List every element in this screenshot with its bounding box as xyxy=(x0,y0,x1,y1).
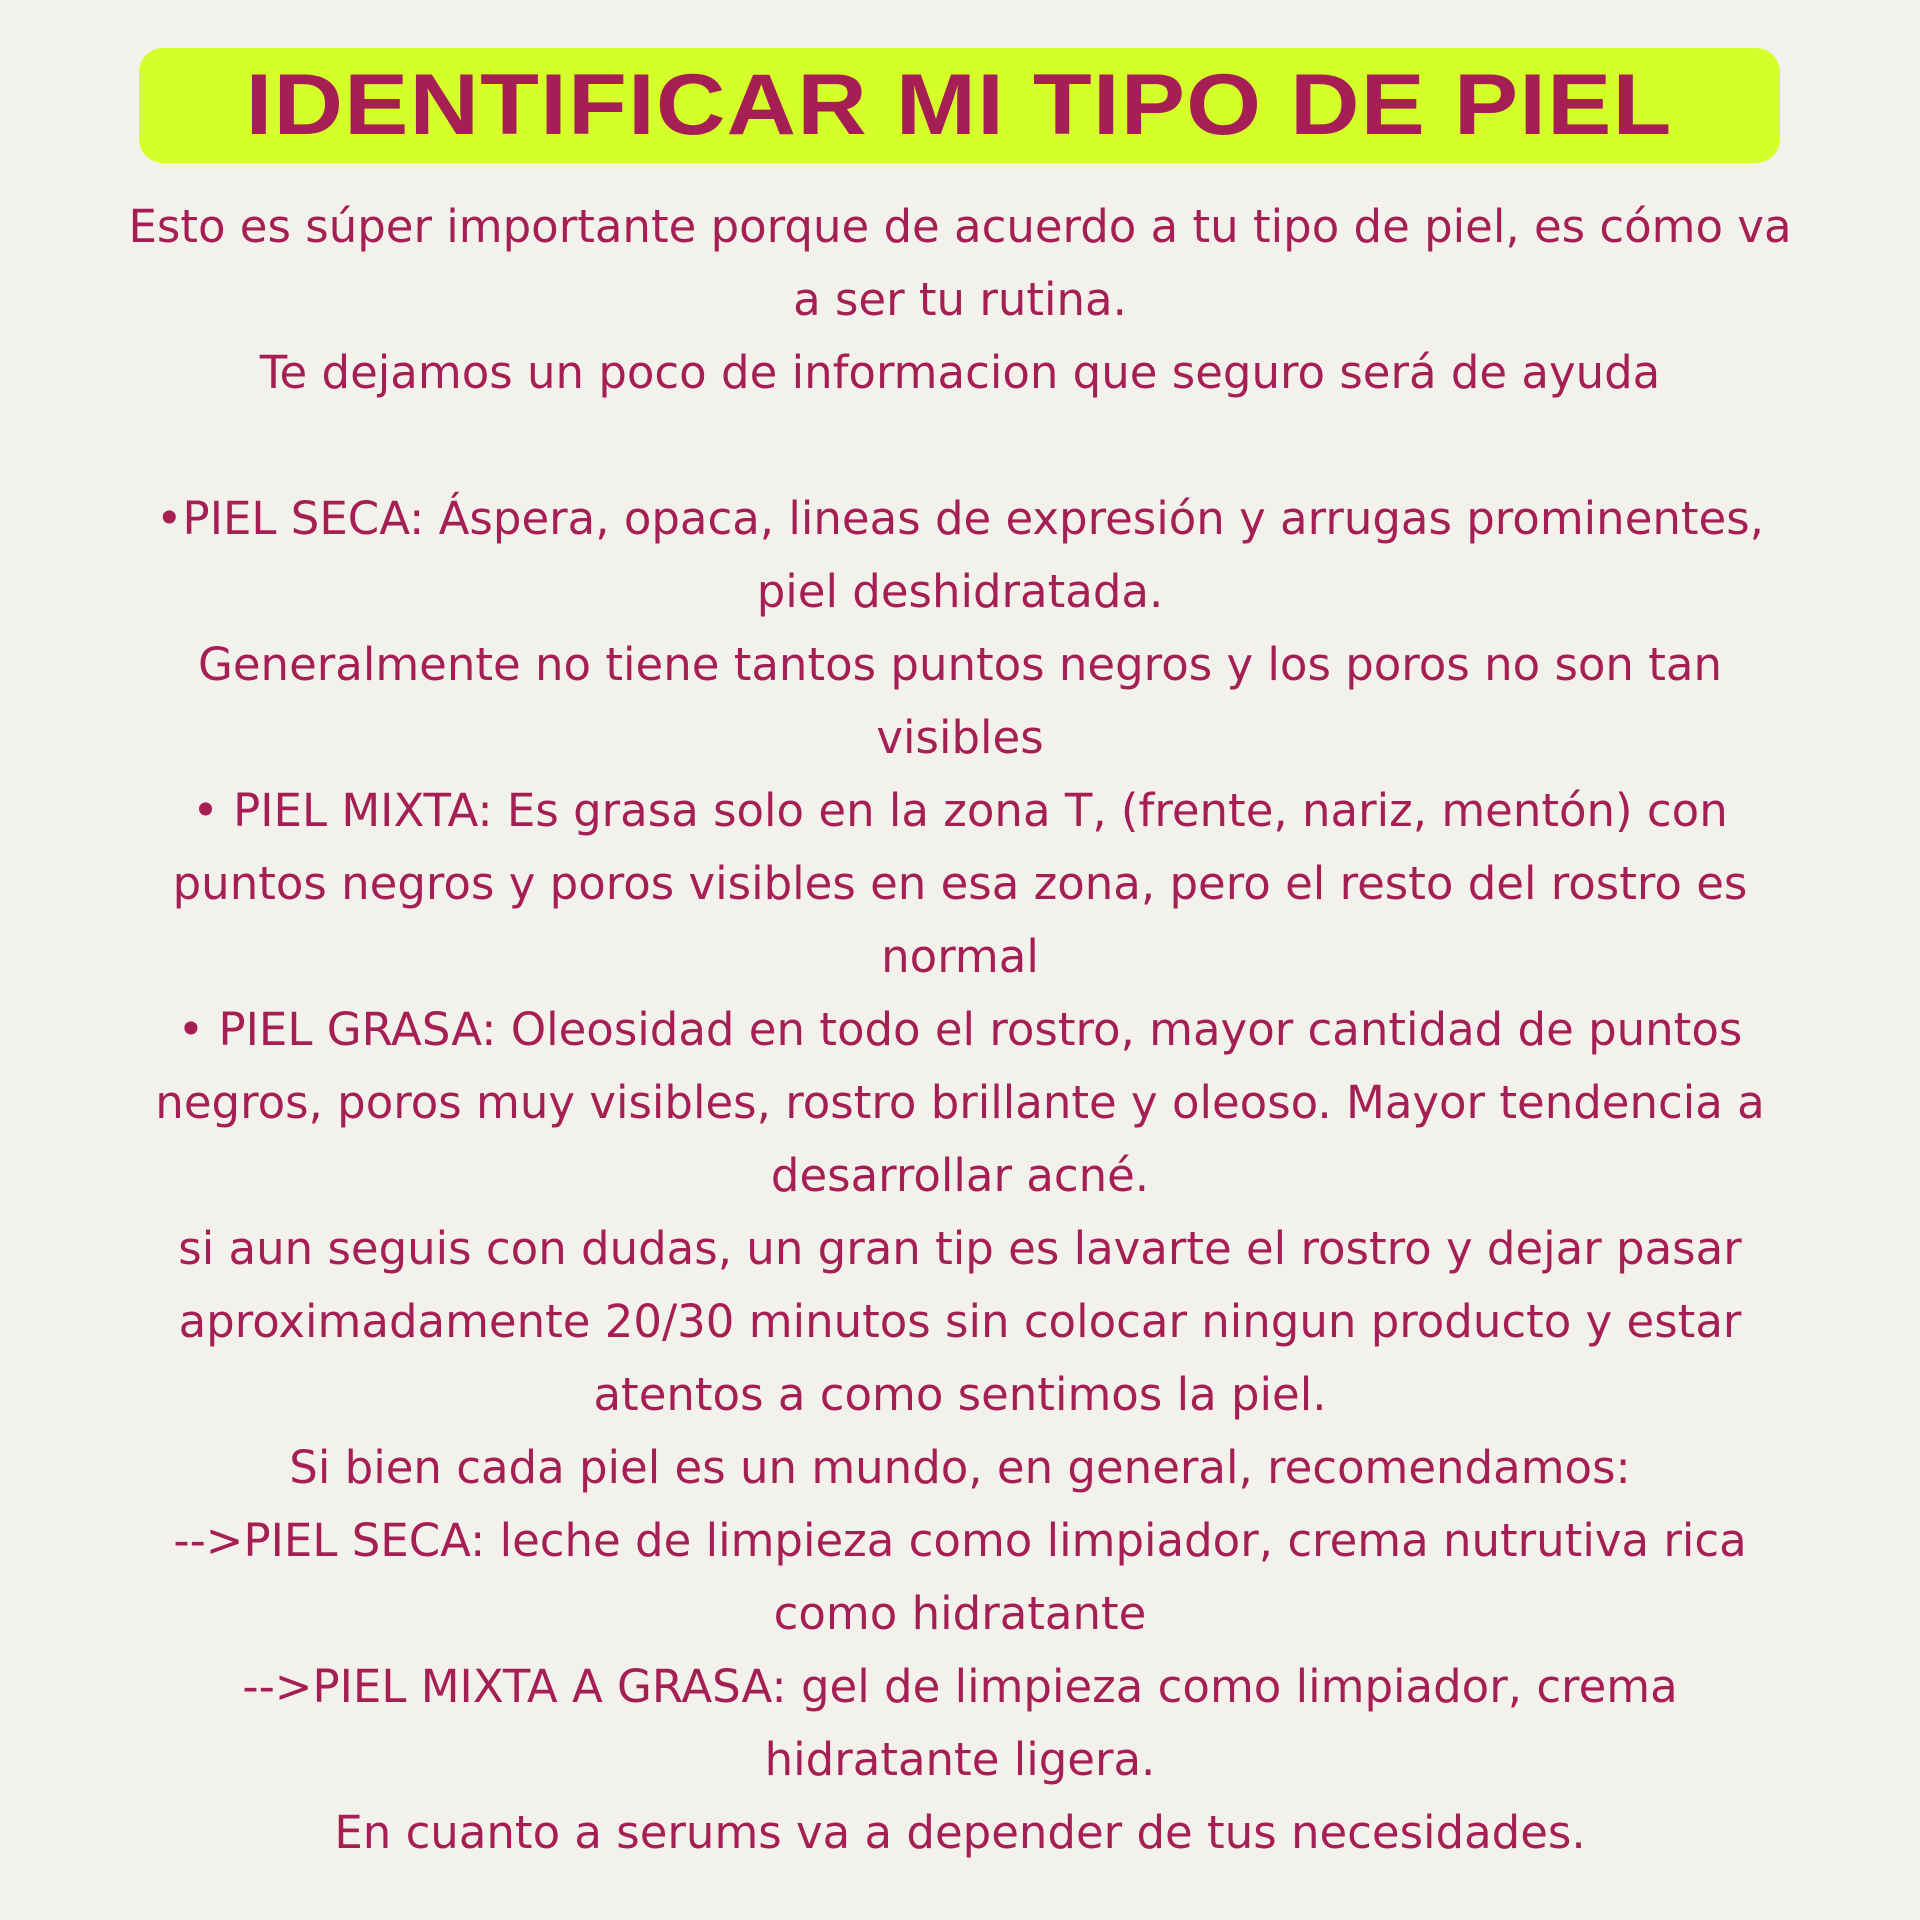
recommendation-mixta-grasa-line-2: hidratante ligera. xyxy=(764,1733,1156,1786)
piel-seca-line-3: Generalmente no tiene tantos puntos negros y los poros no son tan xyxy=(198,638,1722,691)
serums-note: En cuanto a serums va a depender de tus necesidades. xyxy=(334,1806,1586,1859)
piel-mixta-line-2: puntos negros y poros visibles en esa zona, pero el resto del rostro es xyxy=(172,857,1748,910)
recommendations-intro: Si bien cada piel es un mundo, en general, recomendamos: xyxy=(289,1441,1631,1494)
intro-line-2: a ser tu rutina. xyxy=(793,273,1127,326)
piel-seca-line-4: visibles xyxy=(876,711,1044,764)
tip-line-2: aproximadamente 20/30 minutos sin colocar ningun producto y estar xyxy=(178,1295,1742,1348)
recommendation-mixta-grasa-line-1: -->PIEL MIXTA A GRASA: gel de limpieza como limpiador, crema xyxy=(242,1660,1678,1713)
intro-line-3: Te dejamos un poco de informacion que seguro será de ayuda xyxy=(259,346,1661,399)
tip-line-3: atentos a como sentimos la piel. xyxy=(593,1368,1327,1421)
piel-seca-line-1: •PIEL SECA: Áspera, opaca, lineas de expresión y arrugas prominentes, xyxy=(156,492,1764,545)
body-text xyxy=(40,190,1880,1869)
piel-grasa-line-3: desarrollar acné. xyxy=(770,1149,1150,1202)
page-title: IDENTIFICAR MI TIPO DE PIEL xyxy=(246,57,1673,153)
piel-mixta-line-3: normal xyxy=(881,930,1039,983)
paragraph-spacer xyxy=(40,409,1880,482)
recommendation-seca-line-1: -->PIEL SECA: leche de limpieza como limpiador, crema nutrutiva rica xyxy=(173,1514,1747,1567)
piel-grasa-line-2: negros, poros muy visibles, rostro brillante y oleoso. Mayor tendencia a xyxy=(155,1076,1765,1129)
recommendation-seca-line-2: como hidratante xyxy=(773,1587,1147,1640)
intro-line-1: Esto es súper importante porque de acuerdo a tu tipo de piel, es cómo va xyxy=(128,200,1792,253)
piel-mixta-line-1: • PIEL MIXTA: Es grasa solo en la zona T, (frente, nariz, mentón) con xyxy=(192,784,1728,837)
piel-grasa-line-1: • PIEL GRASA: Oleosidad en todo el rostro, mayor cantidad de puntos xyxy=(177,1003,1743,1056)
piel-seca-line-2: piel deshidratada. xyxy=(756,565,1164,618)
tip-line-1: si aun seguis con dudas, un gran tip es lavarte el rostro y dejar pasar xyxy=(178,1222,1742,1275)
title-banner xyxy=(139,48,1780,163)
